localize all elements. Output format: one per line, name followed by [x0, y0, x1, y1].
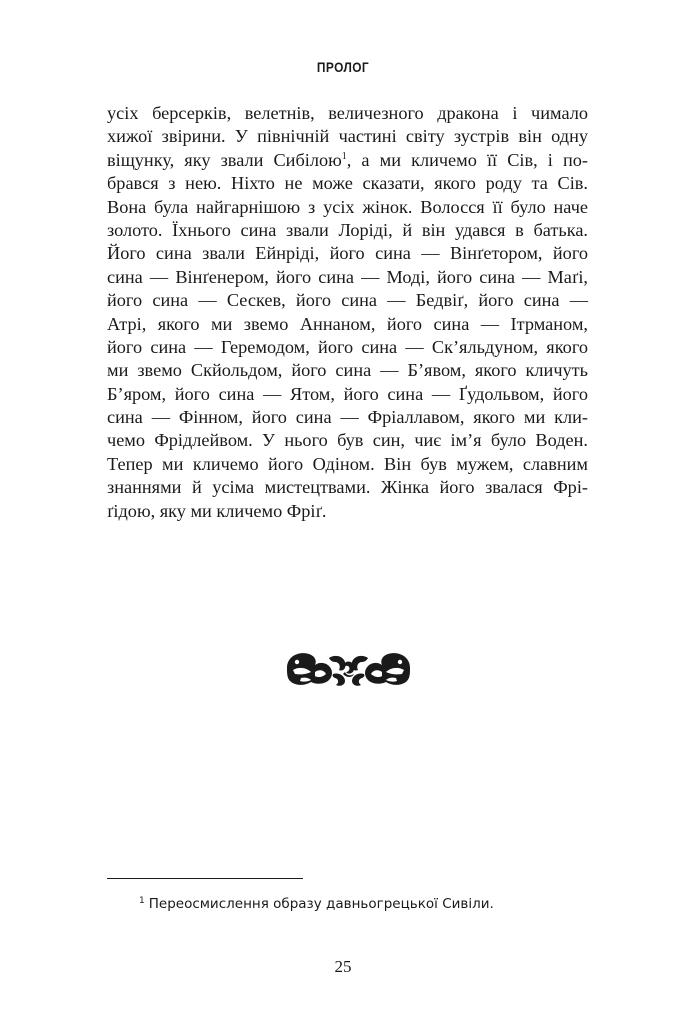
text-line-part: , а ми кличемо її Сів, і по- [346, 149, 588, 170]
footnote-reference[interactable]: 1 [341, 150, 347, 162]
text-line: Атрі, якого ми звемо Аннаном, його сина — Ітрманом, [107, 313, 588, 334]
text-line: сина — Вінґенером, його сина — Моді, його сина — Маґі, [107, 266, 588, 287]
text-line: його сина — Геремодом, його сина — Ск’яльдуном, якого [107, 336, 588, 357]
text-line: Тепер ми кличемо його Одіном. Він був мужем, славним [107, 453, 588, 474]
text-line: усіх берсерків, велетнів, величезного дракона і чимало [107, 103, 588, 123]
knotwork-beasts-ornament-icon [285, 648, 412, 688]
text-line: знаннями й усіма мистецтвами. Жінка його звалася Фрі- [107, 477, 588, 498]
text-line: брався з нею. Ніхто не може сказати, якого роду та Сів. [107, 173, 588, 194]
footnote-divider [107, 878, 303, 879]
text-line [107, 149, 588, 172]
text-line: ми звемо Скйольдом, його сина — Б’явом, якого кличуть [107, 360, 588, 381]
text-line: хижої звірини. У північній частині світу зустрів він одну [107, 126, 588, 147]
footnote-text: Переосмислення образу давньогрецької Сивіли. [148, 896, 494, 912]
main-text [107, 102, 588, 523]
text-line: золото. Їхнього сина звали Лоріді, й він удався в батька. [107, 219, 588, 240]
text-line: Б’яром, його сина — Ятом, його сина — Ґудольвом, його [107, 383, 588, 404]
text-line: ґідою, яку ми кличемо Фріґ. [107, 500, 327, 521]
page-number: 25 [334, 957, 352, 976]
text-line: чемо Фрідлейвом. У нього був син, чиє ім’я було Воден. [107, 430, 588, 451]
text-line-part: віщунку, яку звали Сибілою [107, 149, 342, 170]
footnote [139, 895, 494, 913]
text-line: його сина — Сескев, його сина — Бедвіґ, його сина — [107, 290, 588, 311]
text-line: сина — Фінном, його сина — Фріаллавом, якого ми кли- [107, 407, 588, 428]
text-line: Його сина звали Ейнріді, його сина — Вінґетором, його [107, 243, 588, 264]
footnote-marker: 1 [139, 895, 145, 906]
running-title: ПРОЛОГ [316, 59, 370, 75]
text-line: Вона була найгарнішою з усіх жінок. Волосся її було наче [107, 196, 588, 217]
